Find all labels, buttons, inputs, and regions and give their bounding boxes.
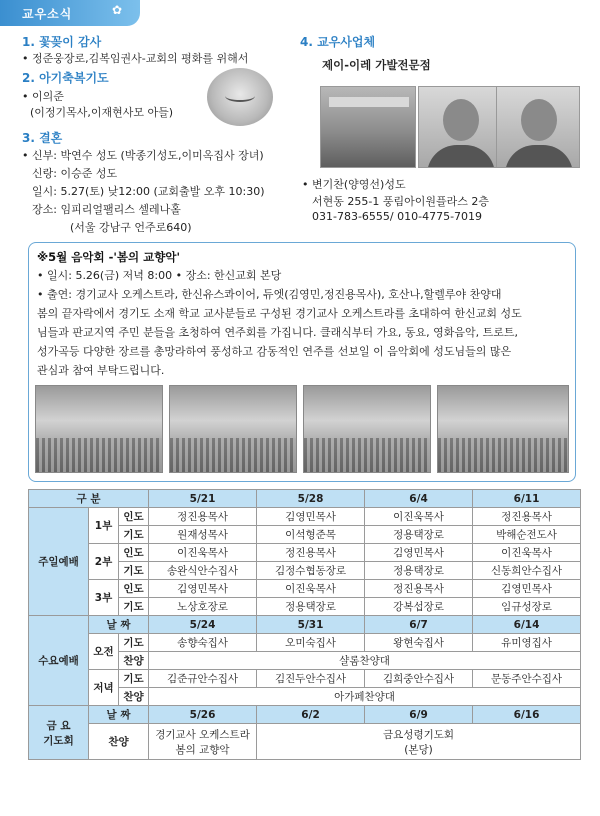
business-name: 제이-이레 가발전문점 xyxy=(322,58,431,72)
cell: 노상호장로 xyxy=(149,598,257,616)
cell: 송완식안수집사 xyxy=(149,562,257,580)
concert-line: • 출연: 경기교사 오케스트라, 한신유스콰이어, 듀엣(김영민,정진용목사), 호산나,할렐루야 찬양대 xyxy=(37,288,502,301)
cell: 이진욱목사 xyxy=(149,544,257,562)
header-date: 5/28 xyxy=(257,490,365,508)
date-cell: 5/24 xyxy=(149,616,257,634)
business-heading: 4. 교우사업체 xyxy=(300,35,376,49)
concert-notice-box xyxy=(28,242,576,482)
cell: 이진욱목사 xyxy=(473,544,581,562)
wedding-time: 일시: 5.27(토) 낮12:00 (교회출발 오후 10:30) xyxy=(32,185,265,198)
cell: 김영민목사 xyxy=(365,544,473,562)
cell: 정용택장로 xyxy=(365,562,473,580)
concert-photo-1 xyxy=(35,385,163,473)
cell: 김영민목사 xyxy=(473,580,581,598)
cell: 송향숙집사 xyxy=(149,634,257,652)
cell: 이진욱목사 xyxy=(257,580,365,598)
evening-label: 저녁 xyxy=(89,670,119,706)
baby-photo xyxy=(207,68,273,126)
header-date: 6/4 xyxy=(365,490,473,508)
cell-line: 경기교사 오케스트라 xyxy=(155,728,250,741)
table-row xyxy=(29,508,581,526)
date-cell: 6/16 xyxy=(473,706,581,724)
service-part-label: 1부 xyxy=(89,508,119,544)
table-row xyxy=(29,670,581,688)
business-address: 서현동 255-1 풍림아이원플라스 2층 xyxy=(312,195,489,208)
concert-line: 성가곡등 다양한 장르를 총망라하여 풍성하고 감동적인 연주를 선보일 이 음악회에 성도님들의 많은 xyxy=(37,345,512,358)
date-cell: 6/14 xyxy=(473,616,581,634)
wednesday-service-label: 수요예배 xyxy=(29,616,89,706)
cell: 신동희안수집사 xyxy=(473,562,581,580)
cell: 김정수협동장로 xyxy=(257,562,365,580)
cell: 김진두안수집사 xyxy=(257,670,365,688)
cell xyxy=(149,724,257,760)
business-phone: 031-783-6555/ 010-4775-7019 xyxy=(312,210,483,223)
wedding-bride: • 신부: 박연수 성도 (박종기성도,이미옥집사 장녀) xyxy=(22,149,264,162)
flower-thanks-heading: 1. 꽃꽂이 감사 xyxy=(22,35,102,49)
concert-photo-3 xyxy=(303,385,431,473)
cell: 김준규안수집사 xyxy=(149,670,257,688)
table-row xyxy=(29,706,581,724)
baby-parents: (이정기목사,이재현사모 아들) xyxy=(30,106,174,119)
table-row xyxy=(29,616,581,634)
cell: 정진용목사 xyxy=(473,508,581,526)
baby-blessing-heading: 2. 아기축복기도 xyxy=(22,71,109,85)
cell: 정진용목사 xyxy=(149,508,257,526)
baby-name: • 이의준 xyxy=(22,90,64,103)
table-row xyxy=(29,580,581,598)
wedding-address: (서울 강남구 언주로640) xyxy=(70,221,192,234)
concert-title: ※5월 음악회 -'봄의 교향악' xyxy=(37,250,180,264)
date-cell: 6/2 xyxy=(257,706,365,724)
friday-service-label xyxy=(29,706,89,760)
cell: 샬롬찬양대 xyxy=(149,652,581,670)
business-owner: • 변기찬(양영선)성도 xyxy=(302,178,406,191)
role-label: 기도 xyxy=(119,562,149,580)
wedding-venue: 장소: 임피리얼팰리스 셀레나홀 xyxy=(32,203,181,216)
cell: 김영민목사 xyxy=(149,580,257,598)
date-label: 날 짜 xyxy=(89,706,149,724)
role-label: 인도 xyxy=(119,544,149,562)
morning-label: 오전 xyxy=(89,634,119,670)
cell: 김희중안수집사 xyxy=(365,670,473,688)
header-label: 구 분 xyxy=(29,490,149,508)
date-cell: 6/9 xyxy=(365,706,473,724)
friday-label-line: 기도회 xyxy=(43,734,74,747)
concert-line: • 일시: 5.26(금) 저녁 8:00 • 장소: 한신교회 본당 xyxy=(37,269,282,282)
cell-line: 금요성령기도회 xyxy=(383,728,455,741)
flower-thanks-line: • 정준웅장로,김복임권사-교회의 평화를 위해서 xyxy=(22,52,249,65)
cell: 정진용목사 xyxy=(365,580,473,598)
cell: 정용택장로 xyxy=(257,598,365,616)
cell-line: 봄의 교향악 xyxy=(175,743,230,756)
role-label: 인도 xyxy=(119,580,149,598)
table-row xyxy=(29,634,581,652)
role-label: 찬양 xyxy=(119,688,149,706)
cell: 강복섭장로 xyxy=(365,598,473,616)
concert-photo-2 xyxy=(169,385,297,473)
date-cell: 5/31 xyxy=(257,616,365,634)
wedding-heading: 3. 결혼 xyxy=(22,131,63,145)
service-part-label: 2부 xyxy=(89,544,119,580)
cell: 원재성목사 xyxy=(149,526,257,544)
table-row xyxy=(29,724,581,760)
role-label: 인도 xyxy=(119,508,149,526)
concert-line: 관심과 참여 부탁드립니다. xyxy=(37,364,165,377)
shop-photo xyxy=(320,86,416,168)
cell: 이진욱목사 xyxy=(365,508,473,526)
service-part-label: 3부 xyxy=(89,580,119,616)
cell-line: (본당) xyxy=(404,743,433,756)
cell: 문동주안수집사 xyxy=(473,670,581,688)
owner-photo-2 xyxy=(496,86,580,168)
date-cell: 6/7 xyxy=(365,616,473,634)
cell: 임규성장로 xyxy=(473,598,581,616)
cell: 왕현숙집사 xyxy=(365,634,473,652)
table-row xyxy=(29,490,581,508)
friday-label-line: 금 요 xyxy=(46,719,71,732)
cell: 박해순전도사 xyxy=(473,526,581,544)
flower-icon: ✿ xyxy=(112,3,123,17)
cell xyxy=(257,724,581,760)
role-label: 찬양 xyxy=(119,652,149,670)
owner-photo-1 xyxy=(418,86,502,168)
cell: 정진용목사 xyxy=(257,544,365,562)
header-date: 6/11 xyxy=(473,490,581,508)
cell: 오미숙집사 xyxy=(257,634,365,652)
date-cell: 5/26 xyxy=(149,706,257,724)
role-label: 기도 xyxy=(119,634,149,652)
cell: 유미영집사 xyxy=(473,634,581,652)
date-label: 날 짜 xyxy=(89,616,149,634)
role-label: 기도 xyxy=(119,670,149,688)
concert-line: 님들과 판교지역 주민 분들을 초청하여 연주회를 가집니다. 클래식부터 가요, 동요, 영화음악, 트로트, xyxy=(37,326,518,339)
sunday-service-label: 주일예배 xyxy=(29,508,89,616)
table-row xyxy=(29,544,581,562)
header-date: 5/21 xyxy=(149,490,257,508)
role-label: 기도 xyxy=(119,526,149,544)
wedding-groom: 신랑: 이승준 성도 xyxy=(32,167,118,180)
cell: 정용택장로 xyxy=(365,526,473,544)
section-banner xyxy=(0,0,140,26)
banner-title: 교우소식 xyxy=(22,7,73,21)
role-label: 찬양 xyxy=(89,724,149,760)
worship-schedule-table xyxy=(28,489,581,760)
cell: 아가페찬양대 xyxy=(149,688,581,706)
concert-photo-4 xyxy=(437,385,569,473)
role-label: 기도 xyxy=(119,598,149,616)
cell: 이석형준목 xyxy=(257,526,365,544)
cell: 김영민목사 xyxy=(257,508,365,526)
concert-line: 봄의 끝자락에서 경기도 소재 학교 교사분들로 구성된 경기교사 오케스트라를 초대하여 한신교회 성도 xyxy=(37,307,522,320)
